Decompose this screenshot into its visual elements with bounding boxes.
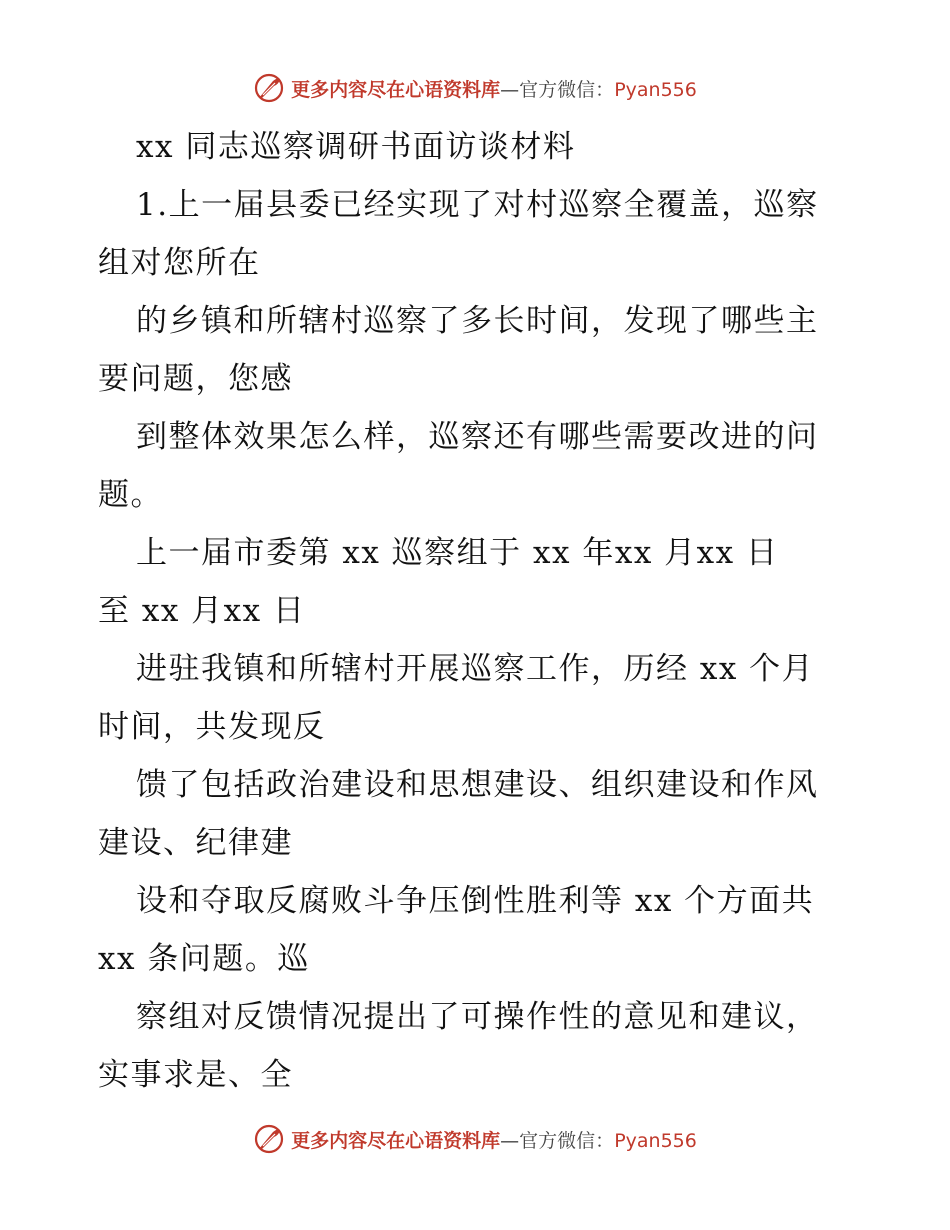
document-line: 察组对反馈情况提出了可操作性的意见和建议， [136, 999, 819, 1035]
banner-wechat-label: 官方微信： [519, 78, 615, 101]
footer-banner-inner [253, 1123, 697, 1155]
document-body [98, 118, 858, 1104]
banner-site-name: 更多内容尽在心语资料库 [291, 1129, 501, 1152]
document-line: 进驻我镇和所辖村开展巡察工作，历经 xx 个月 [136, 651, 815, 687]
banner-text [291, 75, 697, 102]
document-line: xx 条问题。巡 [98, 941, 310, 977]
document-line: 时间，共发现反 [98, 709, 326, 745]
document-line: 要问题，您感 [98, 361, 293, 397]
header-banner-inner [253, 72, 697, 104]
document-line: 馈了包括政治建设和思想建设、组织建设和作风 [136, 767, 819, 803]
document-line: 的乡镇和所辖村巡察了多长时间，发现了哪些主 [136, 303, 819, 339]
banner-text [291, 1126, 697, 1153]
document-line: 设和夺取反腐败斗争压倒性胜利等 xx 个方面共 [136, 883, 815, 919]
banner-site-name: 更多内容尽在心语资料库 [291, 78, 501, 101]
banner-wechat-label: 官方微信： [519, 1129, 615, 1152]
header-banner [0, 72, 950, 104]
banner-wechat-id: Pyan556 [614, 78, 697, 101]
document-line: 建设、纪律建 [98, 825, 293, 861]
banner-wechat-id: Pyan556 [614, 1129, 697, 1152]
document-line: 实事求是、全 [98, 1057, 293, 1093]
document-line: 上一届市委第 xx 巡察组于 xx 年xx 月xx 日 [136, 535, 779, 571]
footer-banner [0, 1123, 950, 1155]
document-line: 1.上一届县委已经实现了对村巡察全覆盖，巡察 [136, 187, 819, 223]
quill-pen-circle-icon [253, 1123, 285, 1155]
document-line: 组对您所在 [98, 245, 261, 281]
banner-separator: — [500, 1129, 520, 1152]
document-line: 题。 [98, 477, 163, 513]
document-line: 至 xx 月xx 日 [98, 593, 306, 629]
document-line: 到整体效果怎么样，巡察还有哪些需要改进的问 [136, 419, 819, 455]
document-line: xx 同志巡察调研书面访谈材料 [136, 129, 576, 165]
banner-separator: — [500, 78, 520, 101]
quill-pen-circle-icon [253, 72, 285, 104]
